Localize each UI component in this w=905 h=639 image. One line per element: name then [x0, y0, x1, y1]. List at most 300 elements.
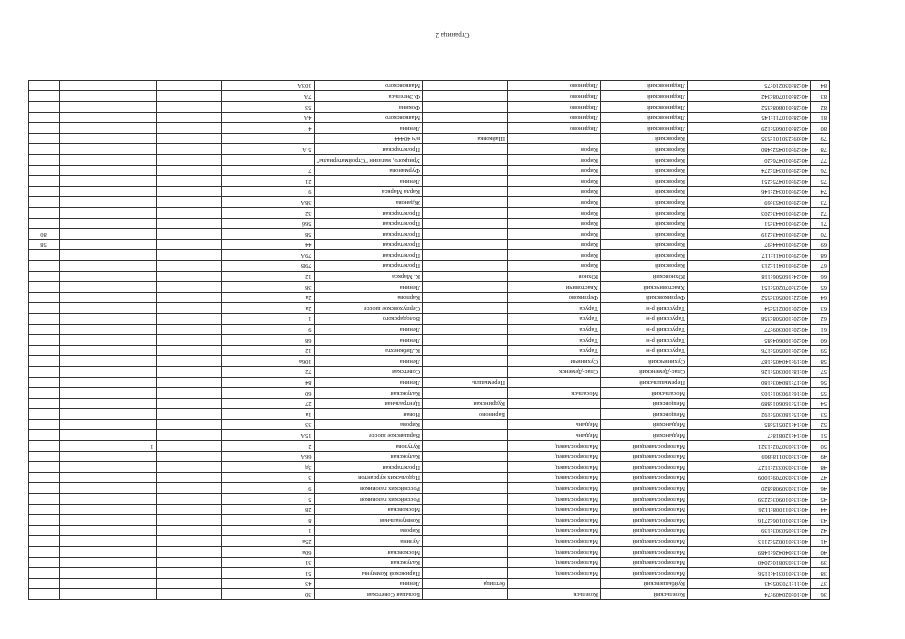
- row-number-cell: 68: [811, 250, 830, 261]
- district-cell: Кировский: [601, 165, 688, 176]
- cadastral-number-cell: 40:13:010025:2113: [688, 536, 811, 547]
- count-cell: [59, 324, 156, 335]
- count-cell: [59, 303, 156, 314]
- village-cell: [423, 419, 508, 430]
- extra-cell: [156, 515, 221, 526]
- cadastral-number-cell: 40:28:030210:75: [688, 80, 811, 91]
- village-cell: [423, 494, 508, 505]
- street-cell: Кирова: [314, 525, 422, 536]
- city-cell: Киров: [508, 250, 601, 261]
- extra-cell: [156, 536, 221, 547]
- extra-cell: [156, 144, 221, 155]
- street-cell: Фокина: [314, 102, 422, 113]
- table-row: [28, 324, 829, 335]
- table-row: [28, 398, 829, 409]
- house-cell: 43: [221, 578, 314, 589]
- row-number-cell: 48: [811, 462, 830, 473]
- house-cell: [221, 133, 314, 144]
- value-cell: [28, 292, 59, 303]
- extra-cell: [156, 366, 221, 377]
- extra-cell: [156, 504, 221, 515]
- district-cell: Людиновский: [601, 80, 688, 91]
- value-cell: [28, 377, 59, 388]
- value-cell: [28, 589, 59, 600]
- extra-cell: [156, 313, 221, 324]
- village-cell: [423, 557, 508, 568]
- row-number-cell: 79: [811, 133, 830, 144]
- extra-cell: [156, 239, 221, 250]
- count-cell: [59, 536, 156, 547]
- street-cell: Кутузова: [314, 441, 422, 452]
- value-cell: [28, 261, 59, 272]
- value-cell: [28, 568, 59, 579]
- cadastral-number-cell: 40:29:010452:480: [688, 144, 811, 155]
- value-cell: [28, 504, 59, 515]
- row-number-cell: 41: [811, 536, 830, 547]
- street-cell: Кирова: [314, 419, 422, 430]
- value-cell: [28, 250, 59, 261]
- count-cell: [59, 282, 156, 293]
- street-cell: К.Либкнехта: [314, 345, 422, 356]
- table-row: [28, 208, 829, 219]
- district-cell: Людиновский: [601, 112, 688, 123]
- house-cell: 56б: [221, 218, 314, 229]
- city-cell: Киров: [508, 239, 601, 250]
- house-cell: 1: [221, 313, 314, 324]
- row-number-cell: 67: [811, 261, 830, 272]
- table-row: [28, 547, 829, 558]
- cadastral-number-cell: 40:23:070205:151: [688, 282, 811, 293]
- table-row: [28, 292, 829, 303]
- value-cell: [28, 356, 59, 367]
- row-number-cell: 64: [811, 292, 830, 303]
- table-row: [28, 578, 829, 589]
- value-cell: [28, 525, 59, 536]
- district-cell: Кировский: [601, 239, 688, 250]
- city-cell: Людиново: [508, 80, 601, 91]
- count-cell: [59, 515, 156, 526]
- value-cell: [28, 165, 59, 176]
- city-cell: Малоярославец: [508, 494, 601, 505]
- cadastral-number-cell: 40:18:100305:126: [688, 366, 811, 377]
- village-cell: Шайковка: [423, 133, 508, 144]
- value-cell: [28, 515, 59, 526]
- value-cell: [28, 451, 59, 462]
- extra-cell: [156, 441, 221, 452]
- street-cell: Ленина: [314, 356, 422, 367]
- extra-cell: [156, 388, 221, 399]
- district-cell: Тарусский р-н: [601, 335, 688, 346]
- village-cell: [423, 504, 508, 515]
- house-cell: 12: [221, 345, 314, 356]
- cadastral-number-cell: 40:28:010808:352: [688, 102, 811, 113]
- table-row: [28, 282, 829, 293]
- row-number-cell: 80: [811, 123, 830, 134]
- district-cell: Кировский: [601, 155, 688, 166]
- extra-cell: [156, 472, 221, 483]
- cadastral-number-cell: 40:13:010106:2716: [688, 515, 811, 526]
- street-cell: Калужская: [314, 388, 422, 399]
- extra-cell: [156, 398, 221, 409]
- house-cell: 72: [221, 366, 314, 377]
- street-cell: Московская: [314, 504, 422, 515]
- city-cell: Людиново: [508, 91, 601, 102]
- cadastral-number-cell: 40:13:030332:1127: [688, 462, 811, 473]
- extra-cell: [156, 547, 221, 558]
- city-cell: [508, 398, 601, 409]
- table-row: [28, 144, 829, 155]
- table-row: [28, 441, 829, 452]
- district-cell: Малоярославецкий: [601, 451, 688, 462]
- count-cell: [59, 494, 156, 505]
- street-cell: Урицкого, магазин "Стройматериалы": [314, 155, 422, 166]
- extra-cell: [156, 292, 221, 303]
- count-cell: [59, 197, 156, 208]
- district-cell: Медынский: [601, 430, 688, 441]
- extra-cell: [156, 250, 221, 261]
- street-cell: Пролетарская: [314, 261, 422, 272]
- village-cell: [423, 186, 508, 197]
- district-cell: Людиновский: [601, 91, 688, 102]
- count-cell: [59, 239, 156, 250]
- count-cell: [59, 388, 156, 399]
- row-number-cell: 76: [811, 165, 830, 176]
- district-cell: Малоярославецкий: [601, 472, 688, 483]
- table-row: [28, 123, 829, 134]
- count-cell: [59, 133, 156, 144]
- street-cell: К. Маркса: [314, 271, 422, 282]
- house-cell: 53: [221, 102, 314, 113]
- city-cell: Таруса: [508, 345, 601, 356]
- street-cell: Российских газовиков: [314, 494, 422, 505]
- city-cell: Киров: [508, 208, 601, 219]
- cadastral-number-cell: 40:13:050303:139: [688, 525, 811, 536]
- village-cell: [423, 165, 508, 176]
- count-cell: [59, 218, 156, 229]
- village-cell: [423, 589, 508, 600]
- house-cell: 15А: [221, 430, 314, 441]
- house-cell: 106а: [221, 356, 314, 367]
- cadastral-number-cell: 40:09:230101:535: [688, 133, 811, 144]
- house-cell: 12: [221, 271, 314, 282]
- village-cell: [423, 91, 508, 102]
- count-cell: [59, 345, 156, 356]
- district-cell: Кировский: [601, 197, 688, 208]
- district-cell: Кировский: [601, 208, 688, 219]
- extra-cell: [156, 462, 221, 473]
- district-cell: Хвастовичский: [601, 282, 688, 293]
- city-cell: Медынь: [508, 419, 601, 430]
- street-cell: Карпова: [314, 292, 422, 303]
- house-cell: 38: [221, 282, 314, 293]
- village-cell: [423, 144, 508, 155]
- row-number-cell: 49: [811, 451, 830, 462]
- city-cell: [508, 377, 601, 388]
- table-row: [28, 102, 829, 113]
- district-cell: Малоярославецкий: [601, 494, 688, 505]
- district-cell: Козельский: [601, 589, 688, 600]
- row-number-cell: 81: [811, 112, 830, 123]
- table-row: [28, 229, 829, 240]
- street-cell: Ленина: [314, 176, 422, 187]
- value-cell: [28, 155, 59, 166]
- street-cell: Новая: [314, 409, 422, 420]
- house-cell: 7: [221, 165, 314, 176]
- village-cell: [423, 229, 508, 240]
- table-row: [28, 91, 829, 102]
- cadastral-number-cell: 40:14:120818:7: [688, 430, 811, 441]
- row-number-cell: 43: [811, 515, 830, 526]
- value-cell: [28, 419, 59, 430]
- table-row: [28, 536, 829, 547]
- district-cell: Малоярославецкий: [601, 557, 688, 568]
- row-number-cell: 38: [811, 568, 830, 579]
- extra-cell: [156, 356, 221, 367]
- extra-cell: [156, 419, 221, 430]
- district-cell: Мещовский: [601, 409, 688, 420]
- extra-cell: [156, 557, 221, 568]
- extra-cell: [156, 123, 221, 134]
- cadastral-number-cell: 40:14:120515:85: [688, 419, 811, 430]
- village-cell: [423, 250, 508, 261]
- value-cell: [28, 91, 59, 102]
- value-cell: [28, 133, 59, 144]
- row-number-cell: 72: [811, 208, 830, 219]
- table-row: [28, 218, 829, 229]
- village-cell: [423, 102, 508, 113]
- row-number-cell: 75: [811, 176, 830, 187]
- value-cell: [28, 176, 59, 187]
- house-cell: 60а: [221, 547, 314, 558]
- village-cell: бетлица: [423, 578, 508, 589]
- district-cell: Мещовский: [601, 398, 688, 409]
- cadastral-number-cell: 40:28:010708:342: [688, 91, 811, 102]
- village-cell: [423, 313, 508, 324]
- count-cell: [59, 155, 156, 166]
- count-cell: [59, 377, 156, 388]
- count-cell: [59, 250, 156, 261]
- city-cell: Малоярославец: [508, 568, 601, 579]
- extra-cell: [156, 494, 221, 505]
- row-number-cell: 47: [811, 472, 830, 483]
- village-cell: [423, 176, 508, 187]
- city-cell: Киров: [508, 229, 601, 240]
- street-cell: Карла Маркса: [314, 186, 422, 197]
- street-cell: Пролетарская: [314, 218, 422, 229]
- city-cell: Таруса: [508, 335, 601, 346]
- city-cell: Малоярославец: [508, 451, 601, 462]
- village-cell: [423, 547, 508, 558]
- row-number-cell: 39: [811, 557, 830, 568]
- count-cell: [59, 525, 156, 536]
- row-number-cell: 83: [811, 91, 830, 102]
- street-cell: Маяковского: [314, 80, 422, 91]
- row-number-cell: 78: [811, 144, 830, 155]
- count-cell: [59, 462, 156, 473]
- row-number-cell: 69: [811, 239, 830, 250]
- count-cell: [59, 504, 156, 515]
- table-row: [28, 377, 829, 388]
- extra-cell: [156, 208, 221, 219]
- extra-cell: [156, 91, 221, 102]
- village-cell: [423, 441, 508, 452]
- extra-cell: [156, 303, 221, 314]
- city-cell: Киров: [508, 197, 601, 208]
- house-cell: 3д: [221, 462, 314, 473]
- row-number-cell: 57: [811, 366, 830, 377]
- extra-cell: [156, 525, 221, 536]
- value-cell: [28, 186, 59, 197]
- cadastral-number-cell: 40:29:010444:97: [688, 239, 811, 250]
- count-cell: [59, 229, 156, 240]
- value-cell: [28, 123, 59, 134]
- house-cell: 27: [221, 398, 314, 409]
- extra-cell: [156, 282, 221, 293]
- street-cell: Серпуховское шоссе: [314, 303, 422, 314]
- row-number-cell: 71: [811, 218, 830, 229]
- value-cell: [28, 282, 59, 293]
- row-number-cell: 60: [811, 335, 830, 346]
- address-table: [28, 80, 830, 600]
- table-row: [28, 165, 829, 176]
- cadastral-number-cell: 40:29:010453:69: [688, 197, 811, 208]
- value-cell: [28, 441, 59, 452]
- city-cell: [508, 133, 601, 144]
- extra-cell: [156, 345, 221, 356]
- village-cell: [423, 568, 508, 579]
- cadastral-number-cell: 40:13:030810:2040: [688, 557, 811, 568]
- city-cell: Сухиничи: [508, 356, 601, 367]
- table-row: [28, 568, 829, 579]
- street-cell: Ленина: [314, 377, 422, 388]
- district-cell: Малоярославецкий: [601, 536, 688, 547]
- cadastral-number-cell: 40:29:010443:219: [688, 229, 811, 240]
- city-cell: [508, 409, 601, 420]
- city-cell: [508, 578, 601, 589]
- count-cell: [59, 271, 156, 282]
- cadastral-number-cell: 40:29:010411:213: [688, 261, 811, 272]
- house-cell: 9: [221, 483, 314, 494]
- table-row: [28, 250, 829, 261]
- house-cell: 1а: [221, 409, 314, 420]
- city-cell: Медынь: [508, 430, 601, 441]
- house-cell: 84: [221, 377, 314, 388]
- count-cell: [59, 335, 156, 346]
- cadastral-number-cell: 40:13:030709:1009: [688, 472, 811, 483]
- row-number-cell: 73: [811, 197, 830, 208]
- street-cell: Фурманова: [314, 165, 422, 176]
- village-cell: [423, 536, 508, 547]
- value-cell: [28, 388, 59, 399]
- village-cell: [423, 123, 508, 134]
- extra-cell: [156, 377, 221, 388]
- extra-cell: [156, 578, 221, 589]
- city-cell: Киров: [508, 155, 601, 166]
- table-row: [28, 271, 829, 282]
- table-row: [28, 345, 829, 356]
- value-cell: [28, 578, 59, 589]
- district-cell: Тарусский р-н: [601, 324, 688, 335]
- village-cell: [423, 271, 508, 282]
- table-row: [28, 335, 829, 346]
- village-cell: [423, 112, 508, 123]
- value-cell: [28, 536, 59, 547]
- city-cell: Таруса: [508, 303, 601, 314]
- cadastral-number-cell: 40:15:160601:889: [688, 398, 811, 409]
- village-cell: [423, 292, 508, 303]
- village-cell: [423, 324, 508, 335]
- street-cell: Парижской Коммуны: [314, 568, 422, 579]
- extra-cell: [156, 483, 221, 494]
- table-row: [28, 430, 829, 441]
- count-cell: [59, 547, 156, 558]
- cadastral-number-cell: 40:29:010443:203: [688, 208, 811, 219]
- cadastral-number-cell: 40:20:100505:176: [688, 345, 811, 356]
- value-cell: [28, 494, 59, 505]
- street-cell: Ленина: [314, 282, 422, 293]
- row-number-cell: 40: [811, 547, 830, 558]
- row-number-cell: 36: [811, 589, 830, 600]
- cadastral-number-cell: 40:13:030702:1321: [688, 441, 811, 452]
- value-cell: [28, 324, 59, 335]
- value-cell: [28, 335, 59, 346]
- house-cell: 25а: [221, 536, 314, 547]
- count-cell: [59, 356, 156, 367]
- city-cell: Киров: [508, 261, 601, 272]
- cadastral-number-cell: 40:13:030118:869: [688, 451, 811, 462]
- value-cell: [28, 366, 59, 377]
- value-cell: [28, 409, 59, 420]
- city-cell: Киров: [508, 144, 601, 155]
- extra-cell: [156, 430, 221, 441]
- house-cell: 30: [221, 589, 314, 600]
- cadastral-number-cell: 40:13:010903:2239: [688, 494, 811, 505]
- village-cell: [423, 388, 508, 399]
- count-cell: [59, 165, 156, 176]
- count-cell: [59, 313, 156, 324]
- row-number-cell: 66: [811, 271, 830, 282]
- count-cell: [59, 578, 156, 589]
- street-cell: Калужская: [314, 557, 422, 568]
- house-cell: 2: [221, 441, 314, 452]
- cadastral-number-cell: 40:17:180403:180: [688, 377, 811, 388]
- district-cell: Мосальский: [601, 388, 688, 399]
- cadastral-number-cell: 40:13:010314:1156: [688, 568, 811, 579]
- value-cell: [28, 557, 59, 568]
- village-cell: [423, 462, 508, 473]
- house-cell: 79В: [221, 261, 314, 272]
- district-cell: Тарусский р-н: [601, 345, 688, 356]
- extra-cell: [156, 165, 221, 176]
- district-cell: Кировский: [601, 186, 688, 197]
- house-cell: 8: [221, 515, 314, 526]
- value-cell: [28, 462, 59, 473]
- count-cell: [59, 123, 156, 134]
- extra-cell: [156, 568, 221, 579]
- value-cell: [28, 197, 59, 208]
- house-cell: 5 А: [221, 144, 314, 155]
- house-cell: 2а: [221, 292, 314, 303]
- city-cell: Людиново: [508, 123, 601, 134]
- house-cell: 51: [221, 568, 314, 579]
- count-cell: [59, 176, 156, 187]
- city-cell: Козельск: [508, 589, 601, 600]
- district-cell: Тарусский р-н: [601, 313, 688, 324]
- extra-cell: [156, 197, 221, 208]
- street-cell: Пролетарская: [314, 208, 422, 219]
- cadastral-number-cell: 40:11:170305:43: [688, 578, 811, 589]
- row-number-cell: 84: [811, 80, 830, 91]
